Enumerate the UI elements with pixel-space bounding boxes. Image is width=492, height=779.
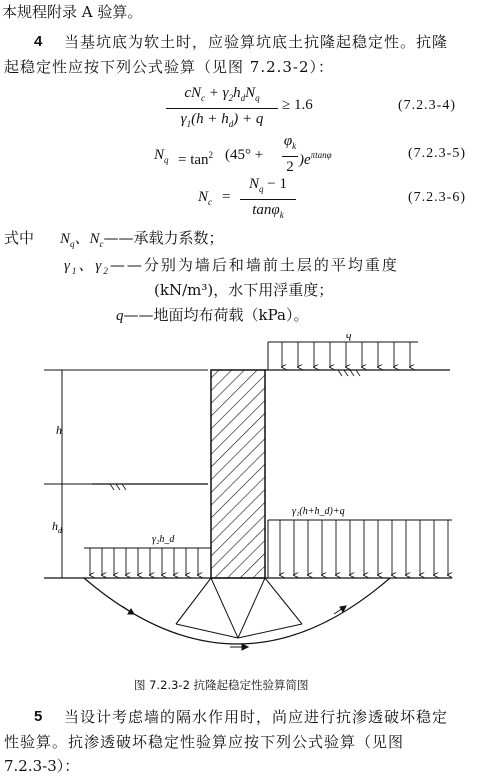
where-item: $N_q$、$N_c——$承载力系数； [60,229,224,249]
paragraph-line: 当基坑底为软土时，应验算坑底土抗隆起稳定性。抗隆 [64,33,449,51]
equation-number: (7.2.3-4) [398,98,456,113]
failure-wedges [176,578,302,638]
soil-symbol-right [338,370,360,376]
label-left-load: γ₂h_d [152,534,175,545]
retaining-wall [211,370,265,578]
equation-1-rhs: ≥ 1.6 [282,97,313,113]
where-item-cont: (kN/m³)，水下用浮重度； [154,281,334,299]
label-right-load: γ₁(h+h_d)+q [292,506,345,517]
stability-diagram [0,334,492,674]
equation-number: (7.2.3-5) [408,146,466,161]
text-line: 本规程附录 A 验算。 [2,3,143,21]
right-pressure-block [268,506,452,578]
paragraph-line: 性验算。抗渗透破坏稳定性验算应按下列公式验算（见图 [4,733,405,751]
equation-2-exp: )$e^{\pi tan\varphi}$ [299,150,332,168]
surface-load-q [268,334,418,370]
where-item: q——地面均布荷载（kPa）。 [116,306,309,324]
equation-2-paren: (45° + [225,147,264,163]
label-h: h [56,423,62,437]
item-number: 4 [34,33,43,50]
figure-caption: 图 7.2.3-2 抗隆起稳定性验算简图 [134,678,309,692]
equation-2-lhs: $N_q$ [154,147,169,165]
where-item: $\gamma_1$、$\gamma_2——$分别为墙后和墙前土层的平均重度 [64,256,399,276]
equation-1-fraction: $cN_c + \gamma_2h_dN_q$ $\gamma_1(h + h_d) + q$ [166,84,278,133]
equation-2-fraction: $\varphi_k$ 2 [283,133,297,175]
paragraph-line: 当设计考虑墙的隔水作用时，尚应进行抗渗透破坏稳定 [64,708,449,726]
equation-3-fraction: $N_q - 1$ tanφ$_k$ [240,175,296,224]
item-number: 5 [34,708,43,725]
equation-2-tan: = $\tan^2$ [178,150,214,168]
where-label: 式中 [4,229,35,247]
paragraph-line: 起稳定性应按下列公式验算（见图 7.2.3-2）： [4,58,335,76]
equation-3-eq: = [222,189,231,205]
left-pressure-block [84,534,211,575]
equation-3-lhs: $N_c$ [198,189,213,207]
soil-symbol-left [110,484,126,490]
label-q: q [346,334,352,341]
equation-number: (7.2.3-6) [408,190,466,205]
label-hd: $h_d$ [52,519,62,535]
paragraph-line: 7.2.3-3）： [4,757,80,775]
